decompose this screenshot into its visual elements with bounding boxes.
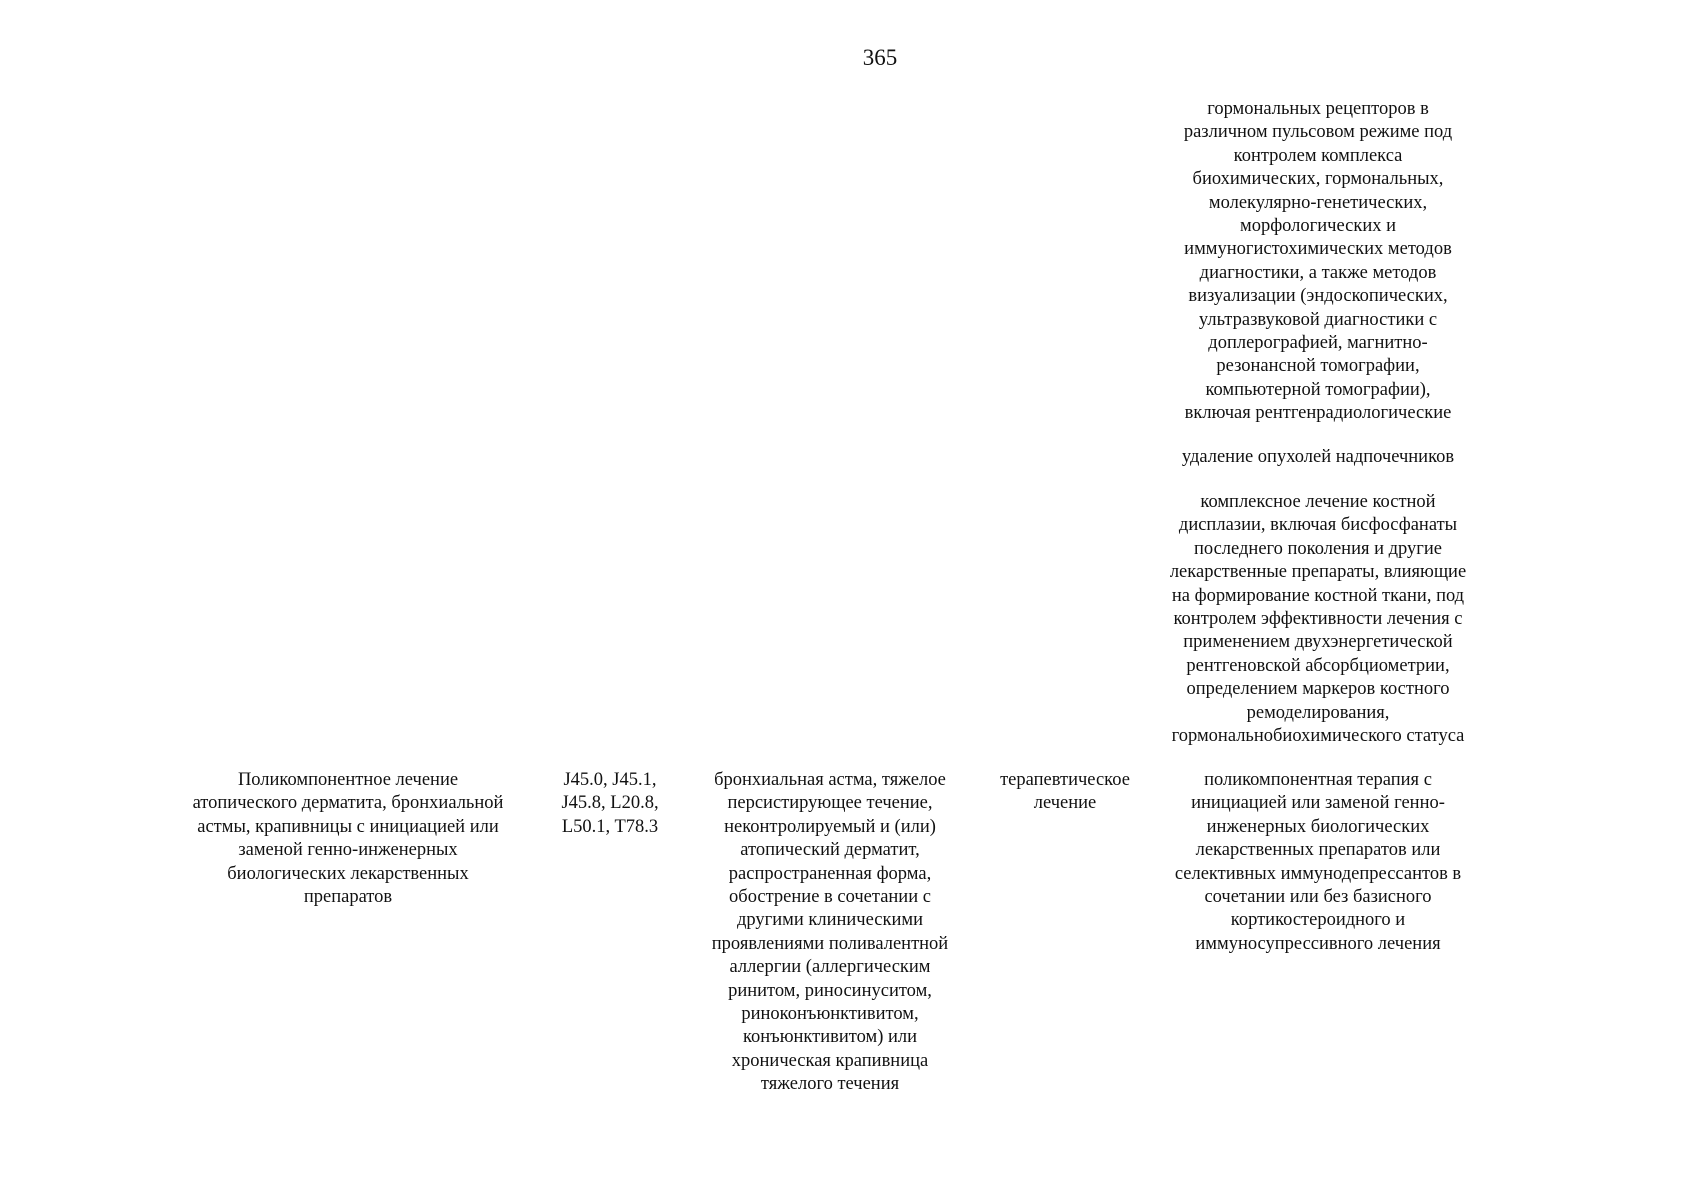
- page-number: 365: [862, 45, 898, 70]
- treatment-method-cell: поликомпонентная терапия с инициацией или заменой генно- инженерных биологических лекарственных препаратов или селективных иммунодепрессантов в сочетании или без базисного кортикостероидного и иммуносупрессивного лечения: [1174, 770, 1462, 954]
- treatment-type-cell: терапевтическое лечение: [1000, 770, 1130, 814]
- treatment-method-continuation-paragraph: гормональных рецепторов в различном пульсовом режиме под контролем комплекса биохимических, гормональных, молекулярно-генетических, морфологических и иммуногистохимических методов диагностики, а также методов визуализации (эндоскопических, ультразвуковой диагностики с доплерографией, магнитно- резонансной томографии, компьютерной томографии), включая рентгенрадиологические: [1183, 99, 1453, 424]
- icd-codes-cell: J45.0, J45.1, J45.8, L20.8, L50.1, T78.3: [561, 770, 659, 837]
- treatment-name-cell: Поликомпонентное лечение атопического дерматита, бронхиальной астмы, крапивницы с инициацией или заменой генно-инженерных биологических лекарственных препаратов: [192, 770, 504, 908]
- treatment-method-bone-dysplasia: комплексное лечение костной дисплазии, включая бисфосфанаты последнего поколения и другие лекарственные препараты, влияющие на формирование костной ткани, под контролем эффективности лечения с применением двухэнергетической рентгеновской абсорбциометрии, определением маркеров костного ремоделирования, гормональнобиохимического статуса: [1169, 492, 1467, 747]
- patient-model-cell: бронхиальная астма, тяжелое персистирующее течение, неконтролируемый и (или) атопический дерматит, распространенная форма, обострение в сочетании с другими клиническими проявлениями поливалентной аллергии (аллергическим ринитом, риносинуситом, риноконъюнктивитом, конъюнктивитом) или хроническая крапивница тяжелого течения: [711, 770, 949, 1095]
- treatment-method-adrenal-tumor-removal: удаление опухолей надпочечников: [1181, 447, 1455, 467]
